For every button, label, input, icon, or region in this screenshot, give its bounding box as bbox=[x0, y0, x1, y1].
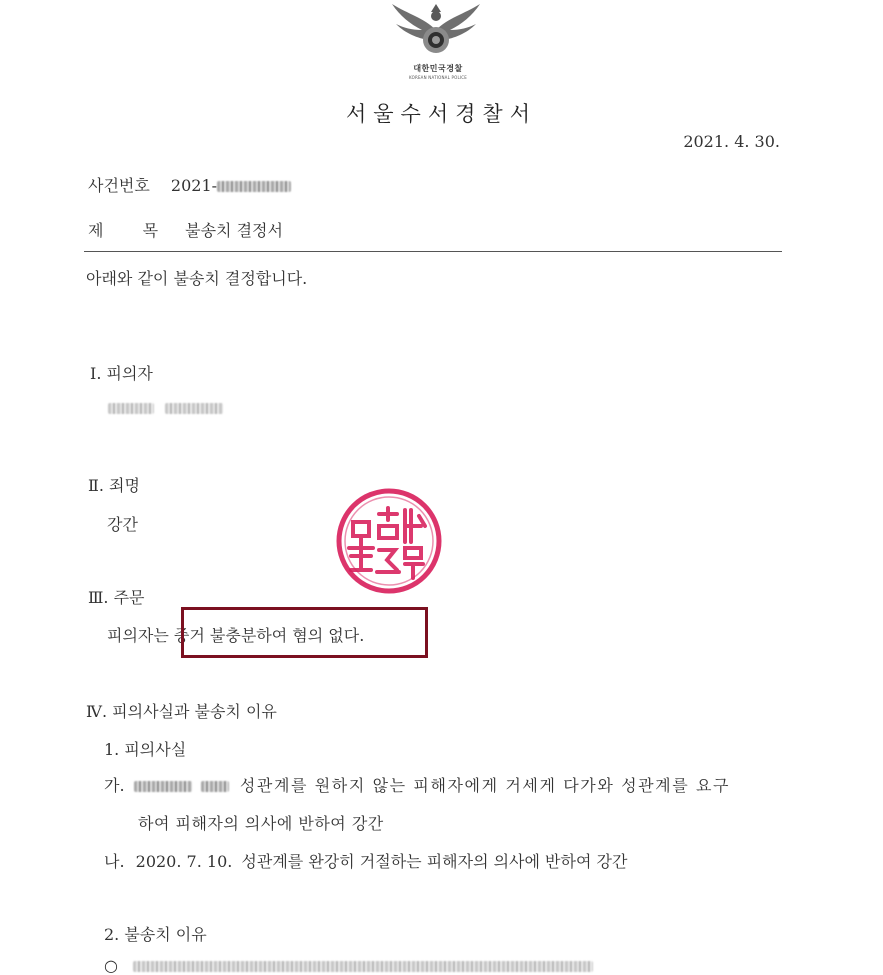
fact-item-b-text: 성관계를 완강히 거절하는 피해자의 의사에 반하여 강간 bbox=[241, 852, 628, 871]
case-number-label: 사건번호 bbox=[88, 176, 150, 195]
section-4-heading: Ⅳ. 피의사실과 불송치 이유 bbox=[86, 702, 277, 721]
charge-value: 강간 bbox=[107, 515, 138, 534]
fact-item-a bbox=[104, 773, 730, 796]
case-number-redacted bbox=[217, 181, 291, 192]
intro-text: 아래와 같이 불송치 결정합니다. bbox=[86, 269, 308, 288]
document-date: 2021. 4. 30. bbox=[683, 132, 780, 151]
case-number-row bbox=[88, 173, 291, 196]
title-value: 불송치 결정서 bbox=[185, 221, 283, 240]
section-1-heading: Ⅰ. 피의자 bbox=[90, 364, 153, 383]
section-3-heading: Ⅲ. 주문 bbox=[88, 588, 145, 607]
disposition-highlight-text: 증거 불충분하여 혐의 없다. bbox=[173, 626, 365, 645]
police-emblem-icon bbox=[386, 0, 486, 60]
agency-name-korean: 대한민국경찰 bbox=[413, 64, 463, 73]
fact-item-a-date-redacted bbox=[134, 781, 192, 792]
fact-item-a-continued: 하여 피해자의 의사에 반하여 강간 bbox=[138, 814, 384, 833]
fact-item-b-date: 2020. 7. 10. bbox=[135, 852, 233, 871]
fact-item-a-marker: 가. bbox=[104, 776, 125, 795]
fact-item-a-text: 성관계를 원하지 않는 피해자에게 거세게 다가와 성관계를 요구 bbox=[239, 776, 731, 795]
title-label-2: 목 bbox=[142, 221, 159, 240]
case-number-prefix: 2021- bbox=[170, 176, 218, 195]
agency-name-english: KOREAN NATIONAL POLICE bbox=[409, 75, 467, 80]
fact-item-b bbox=[104, 849, 627, 872]
title-row bbox=[88, 218, 283, 241]
suspect-redacted bbox=[108, 398, 223, 417]
disposition-prefix: 피의자는 bbox=[107, 626, 174, 645]
reason-redacted bbox=[133, 961, 593, 972]
reason-bullet: ○ bbox=[104, 956, 118, 975]
sub-heading-reason: 2. 불송치 이유 bbox=[104, 925, 207, 944]
highlight-box bbox=[181, 607, 428, 658]
station-title: 서울수서경찰서 bbox=[345, 102, 537, 126]
fact-item-b-marker: 나. bbox=[104, 852, 125, 871]
section-2-heading: Ⅱ. 죄명 bbox=[88, 476, 140, 495]
divider bbox=[84, 251, 782, 252]
agency-name bbox=[398, 63, 478, 80]
sub-heading-facts: 1. 피의사실 bbox=[104, 740, 187, 759]
official-seal-stamp bbox=[333, 486, 445, 596]
title-label-1: 제 bbox=[88, 221, 104, 240]
reason-line bbox=[104, 956, 593, 975]
